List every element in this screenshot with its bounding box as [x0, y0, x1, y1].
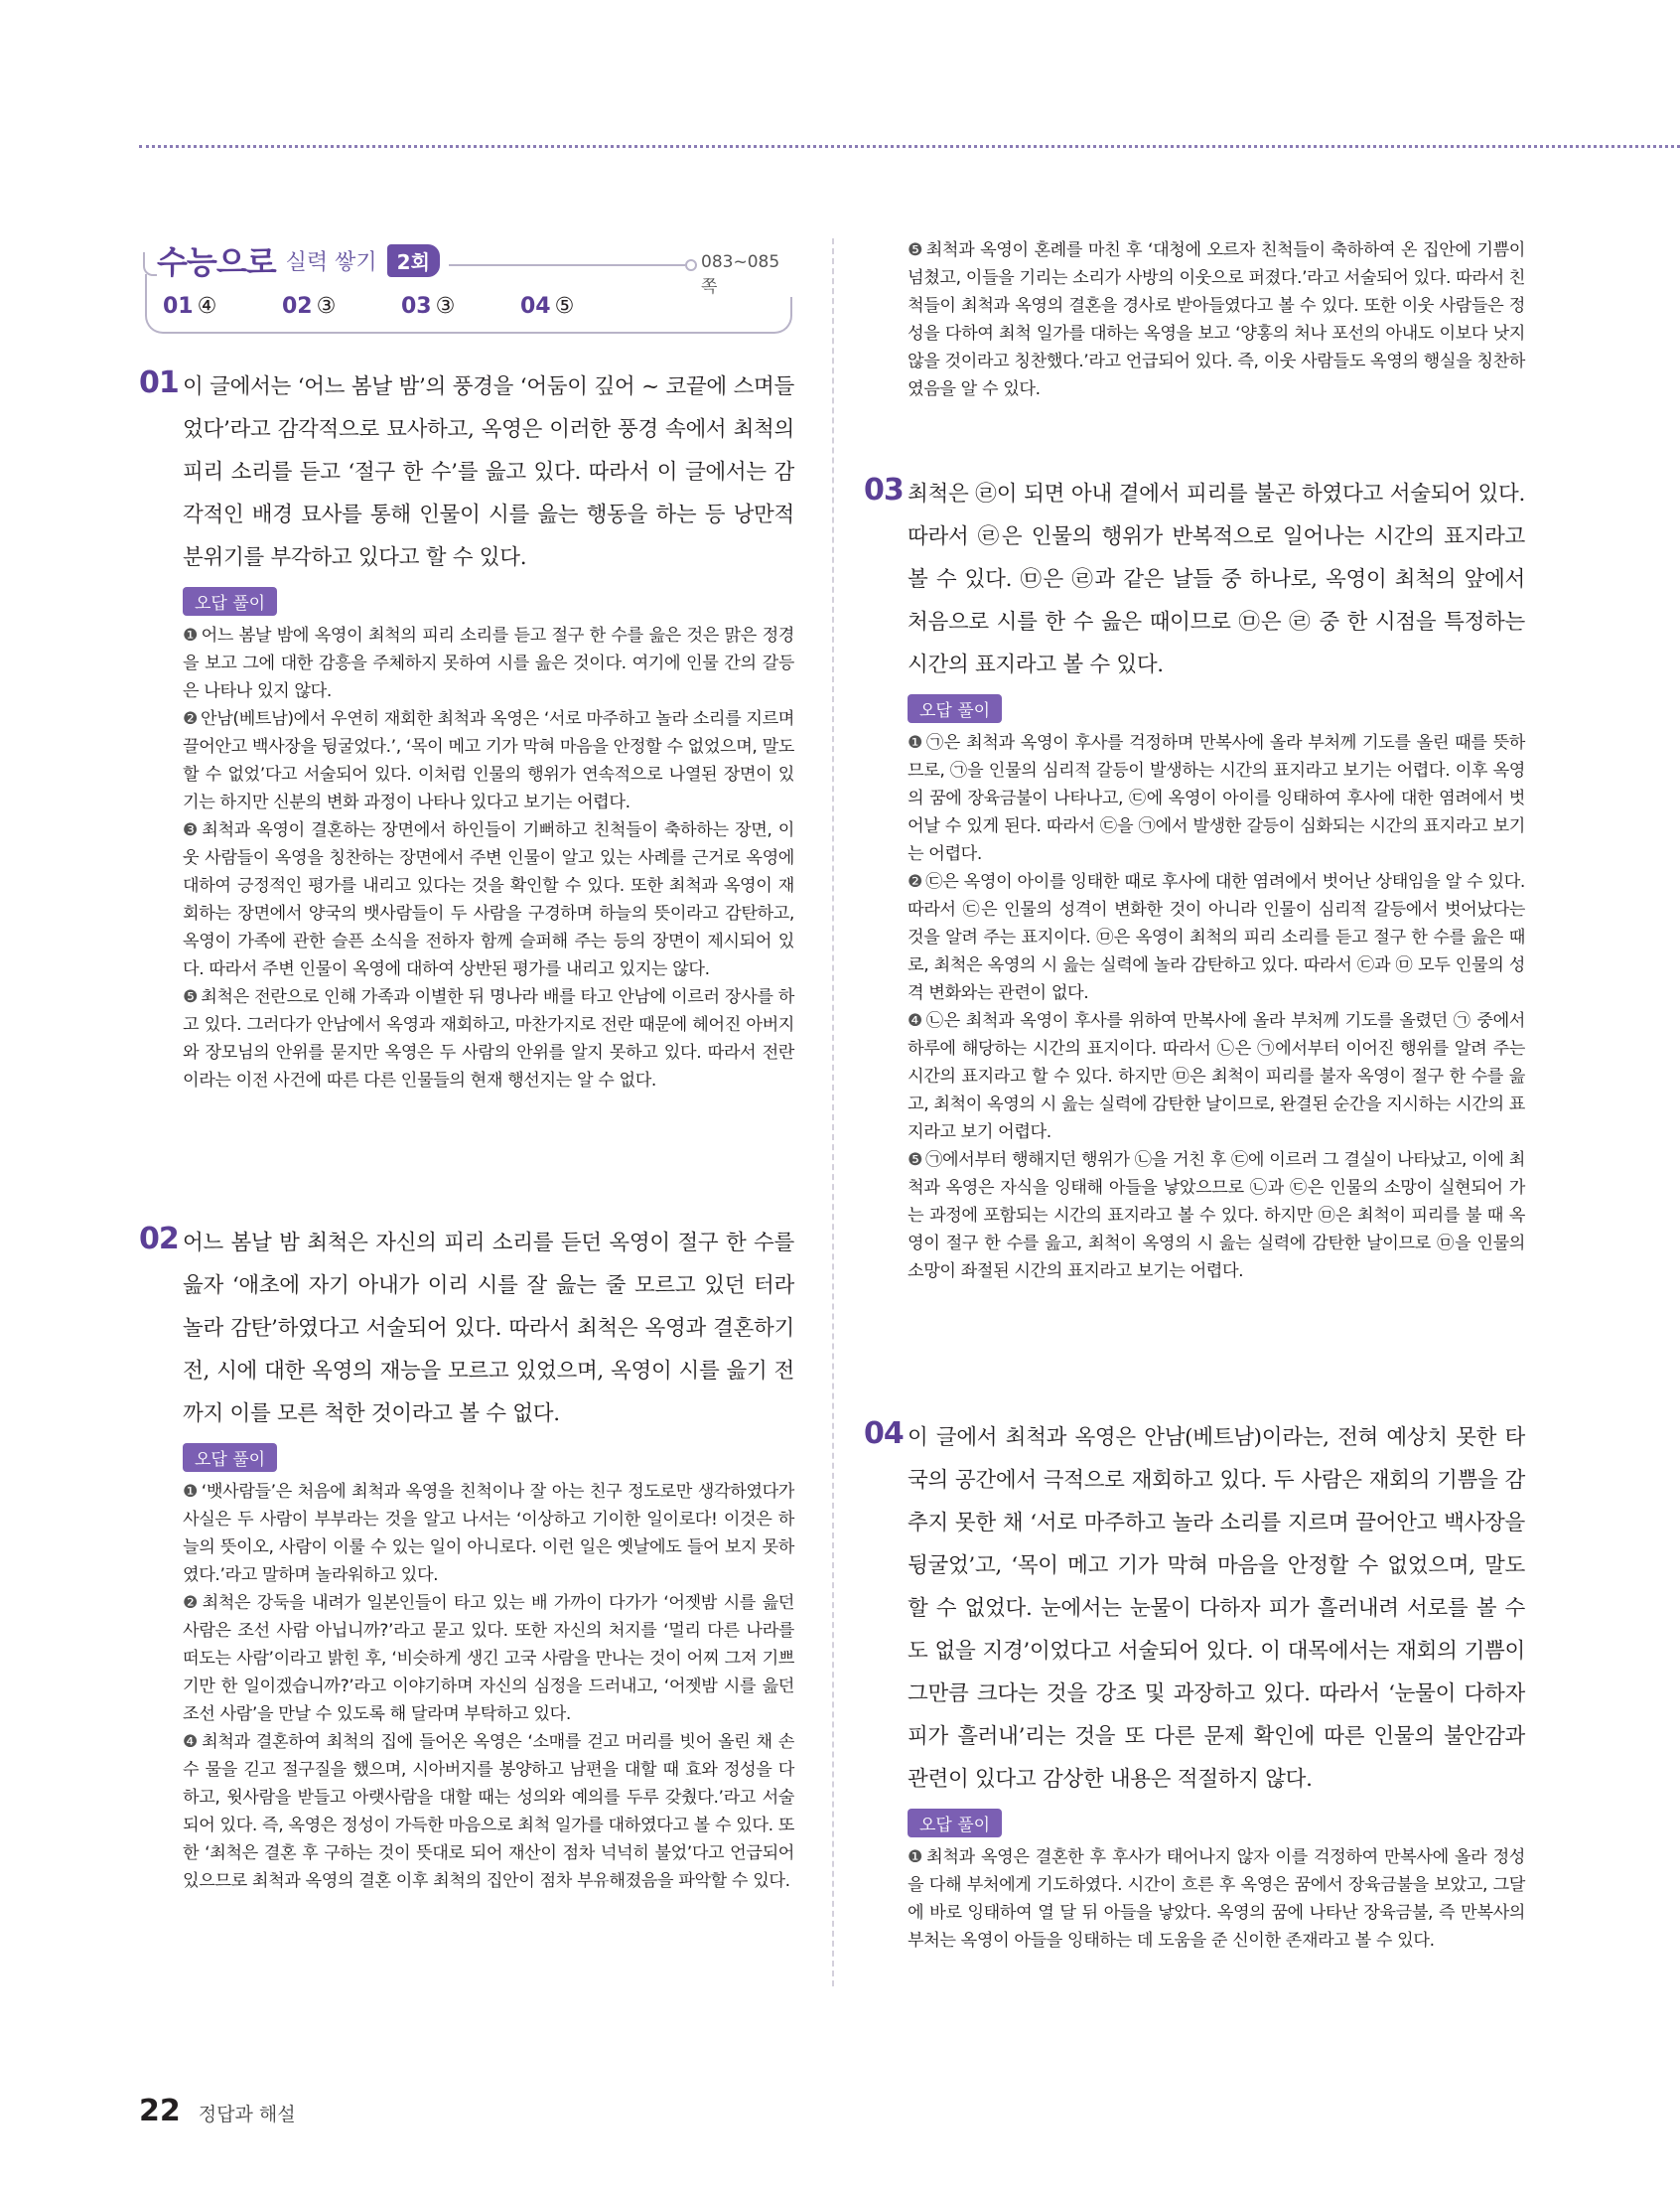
question-explanation: 어느 봄날 밤 최척은 자신의 피리 소리를 듣던 옥영이 절구 한 수를 읊자 ‘애초에 자기 아내가 이리 시를 잘 읊는 줄 모르고 있던 터라 놀라 감탄’하였다고 서술되어 있다. 따라서 최척은 옥영과 결혼하기 전, 시에 대한 옥영의 재능을 모르고 있었으며, 옥영이 시를 읊기 전까지 이를 모른 척한 것이라고 볼 수 없다.: [183, 1231, 794, 1426]
range-dot-icon: [685, 259, 697, 271]
explanation-item: ❷ ㉢은 옥영이 아이를 잉태한 때로 후사에 대한 염려에서 벗어난 상태임을 알 수 있다. 따라서 ㉢은 인물의 성격이 변화한 것이 아니라 인물이 심리적 갈등에서 벗어났다는 것을 알려 주는 표지이다. ㉤은 옥영이 최척의 피리 소리를 듣고 절구 한 수를 읊은 때로, 최척은 옥영의 시 읊는 실력에 놀라 감탄하고 있다. 따라서 ㉢과 ㉤ 모두 인물의 성격 변화와는 관련이 없다.: [908, 872, 1525, 1003]
explanation-item: ❶ 어느 봄날 밤에 옥영이 최척의 피리 소리를 듣고 절구 한 수를 읊은 것은 맑은 정경을 보고 그에 대한 감흥을 주체하지 못하여 시를 읊은 것이다. 여기에 인물 간의 갈등은 나타나 있지 않다.: [183, 626, 794, 701]
answer-item: 03 ③: [401, 294, 456, 319]
question-explanation: 이 글에서 최척과 옥영은 안남(베트남)이라는, 전혀 예상치 못한 타국의 공간에서 극적으로 재회하고 있다. 두 사람은 재회의 기쁨을 감추지 못한 채 ‘서로 마주하고 놀라 소리를 지르며 끌어안고 백사장을 뒹굴었’고, ‘목이 메고 기가 막혀 마음을 안정할 수 없었으며, 말도 할 수 없었다. 눈에서는 눈물이 다하자 피가 흘러내려 서로를 볼 수도 없을 지경’이었다고 서술되어 있다. 이 대목에서는 재회의 기쁨이 그만큼 크다는 것을 강조 및 과장하고 있다. 따라서 ‘눈물이 다하자 피가 흘러내’리는 것을 또 다른 문제 확인에 따른 인물의 불안감과 관련이 있다고 감상한 내용은 적절하지 않다.: [908, 1425, 1525, 1792]
question-number: 01: [139, 365, 179, 400]
explanation-item: ❹ ㉡은 최척과 옥영이 후사를 위하여 만복사에 올라 부처께 기도를 올렸던 ㉠ 중에서 하루에 해당하는 시간의 표지이다. 따라서 ㉡은 ㉠에서부터 이어진 행위를 알려 주는 시간의 표지라고 할 수 있다. 하지만 ㉤은 최척이 피리를 불자 옥영이 절구 한 수를 읊고, 최척이 옥영의 시 읊는 실력에 감탄한 날이므로, 완결된 순간을 지시하는 시간의 표지라고 보기 어렵다.: [908, 1011, 1525, 1142]
wrong-answer-tag: 오답 풀이: [908, 1809, 1002, 1837]
series-subtitle: 실력 쌓기: [285, 249, 377, 275]
explanation-item: ❶ 최척과 옥영은 결혼한 후 후사가 태어나지 않자 이를 걱정하여 만복사에 올라 정성을 다해 부처에게 기도하였다. 시간이 흐른 후 옥영은 꿈에서 장육금불을 보았고, 그달에 바로 잉태하여 열 달 뒤 아들을 낳았다. 옥영의 꿈에 나타난 장육금불, 즉 만복사의 부처는 옥영이 아들을 잉태하는 데 도움을 준 신이한 존재라고 볼 수 있다.: [908, 1847, 1525, 1951]
question-02-continued: [864, 236, 1525, 403]
explanation-item: ❷ 안남(베트남)에서 우연히 재회한 최척과 옥영은 ‘서로 마주하고 놀라 소리를 지르며 끌어안고 백사장을 뒹굴었다.’, ‘목이 메고 기가 막혀 마음을 안정할 수 없었으며, 말도 할 수 없었’다고 서술되어 있다. 이처럼 인물의 행위가 연속적으로 나열된 장면이 있기는 하지만 신분의 변화 과정이 나타나 있다고 보기는 어렵다.: [183, 709, 794, 812]
question-01: [139, 365, 794, 1094]
wrong-answer-tag: 오답 풀이: [908, 694, 1002, 723]
wrong-answer-explanations: [183, 622, 794, 1094]
wrong-answer-explanations: [908, 236, 1525, 403]
question-number: 03: [864, 473, 904, 508]
answer-item: 01 ④: [163, 294, 217, 319]
page-number: 22: [139, 2094, 181, 2128]
wrong-answer-tag: 오답 풀이: [183, 587, 277, 616]
page-footer: [139, 2094, 296, 2128]
answer-summary-box: [139, 238, 794, 338]
column-divider: [832, 238, 834, 1986]
question-04: [864, 1416, 1525, 1955]
question-02: [139, 1222, 794, 1895]
question-explanation: 최척은 ㉣이 되면 아내 곁에서 피리를 불곤 하였다고 서술되어 있다. 따라서 ㉣은 인물의 행위가 반복적으로 일어나는 시간의 표지라고 볼 수 있다. ㉤은 ㉣과 같은 날들 중 하나로, 옥영이 최척의 앞에서 처음으로 시를 한 수 읊은 때이므로 ㉤은 ㉣ 중 한 시점을 특정하는 시간의 표지라고 볼 수 있다.: [908, 482, 1525, 677]
explanation-item: ❸ 최척과 옥영이 결혼하는 장면에서 하인들이 기뻐하고 친척들이 축하하는 장면, 이웃 사람들이 옥영을 칭찬하는 장면에서 주변 인물이 알고 있는 사례를 근거로 옥영에 대하여 긍정적인 평가를 내리고 있다는 것을 확인할 수 있다. 또한 최척과 옥영이 재회하는 장면에서 양국의 뱃사람들이 두 사람을 구경하며 하늘의 뜻이라고 감탄하고, 옥영이 가족에 관한 슬픈 소식을 전하자 함께 슬퍼해 주는 등의 장면이 제시되어 있다. 따라서 주변 인물이 옥영에 대하여 상반된 평가를 내리고 있지는 않다.: [183, 820, 794, 979]
explanation-item: ❶ ㉠은 최척과 옥영이 후사를 걱정하며 만복사에 올라 부처께 기도를 올린 때를 뜻하므로, ㉠을 인물의 심리적 갈등이 발생하는 시간의 표지라고 보기는 어렵다. 이후 옥영의 꿈에 장육금불이 나타나고, ㉢에 옥영이 아이를 잉태하여 후사에 대한 염려에서 벗어날 수 있게 된다. 따라서 ㉢을 ㉠에서 발생한 갈등이 심화되는 시간의 표지라고 보기는 어렵다.: [908, 733, 1525, 864]
answer-item: 04 ⑤: [520, 294, 575, 319]
round-badge: 2회: [387, 244, 440, 277]
explanation-item: ❺ ㉠에서부터 행해지던 행위가 ㉡을 거친 후 ㉢에 이르러 그 결실이 나타났고, 이에 최척과 옥영은 자식을 잉태해 아들을 낳았으므로 ㉡과 ㉢은 인물의 소망이 실현되어 가는 과정에 포함되는 시간의 표지라고 볼 수 있다. 하지만 ㉤은 최척이 피리를 불 때 옥영이 절구 한 수를 읊고, 최척이 옥영의 시 읊는 실력에 감탄한 날이므로 ㉤을 인물의 소망이 좌절된 시간의 표지라고 보기는 어렵다.: [908, 1150, 1525, 1281]
explanation-item: ❺ 최척은 전란으로 인해 가족과 이별한 뒤 명나라 배를 타고 안남에 이르러 장사를 하고 있다. 그러다가 안남에서 옥영과 재회하고, 마찬가지로 전란 때문에 헤어진 아버지와 장모님의 안위를 묻지만 옥영은 두 사람의 안위를 알지 못하고 있다. 따라서 전란이라는 이전 사건에 따른 다른 인물들의 현재 행선지는 알 수 없다.: [183, 987, 794, 1091]
answer-item: 02 ③: [282, 294, 337, 319]
top-dotted-rule: [139, 145, 1680, 148]
series-title-row: [157, 238, 448, 282]
answer-key-row: [163, 294, 639, 319]
question-03: [864, 473, 1525, 1285]
question-explanation: 이 글에서는 ‘어느 봄날 밤’의 풍경을 ‘어둠이 깊어 ~ 코끝에 스며들었다’라고 감각적으로 묘사하고, 옥영은 이러한 풍경 속에서 최척의 피리 소리를 듣고 ‘절구 한 수’를 읊고 있다. 따라서 이 글에서는 감각적인 배경 묘사를 통해 인물이 시를 읊는 행동을 하는 등 낭만적 분위기를 부각하고 있다고 할 수 있다.: [183, 374, 794, 570]
series-title: 수능으로: [157, 243, 276, 281]
explanation-item: ❶ ‘뱃사람들’은 처음에 최척과 옥영을 친척이나 잘 아는 친구 정도로만 생각하였다가 사실은 두 사람이 부부라는 것을 알고 나서는 ‘이상하고 기이한 일이로다! 이것은 하늘의 뜻이오, 사람이 이룰 수 있는 일이 아니로다. 이런 일은 옛날에도 들어 보지 못하였다.’라고 말하며 놀라워하고 있다.: [183, 1482, 795, 1585]
question-number: 02: [139, 1222, 179, 1256]
footer-label: 정답과 해설: [198, 2104, 296, 2125]
wrong-answer-explanations: [183, 1478, 794, 1895]
wrong-answer-explanations: [908, 729, 1525, 1285]
explanation-item: ❹ 최척과 결혼하여 최척의 집에 들어온 옥영은 ‘소매를 걷고 머리를 빗어 올린 채 손수 물을 긷고 절구질을 했으며, 시아버지를 봉양하고 남편을 대할 때 효와 정성을 다하고, 윗사람을 받들고 아랫사람을 대할 때는 성의와 예의를 두루 갖췄다.’라고 서술되어 있다. 즉, 옥영은 정성이 가득한 마음으로 최척 일가를 대하였다고 볼 수 있다. 또한 ‘최척은 결혼 후 구하는 것이 뜻대로 되어 재산이 점차 넉넉히 불었’다고 언급되어 있으므로 최척과 옥영의 결혼 이후 최척의 집안이 점차 부유해졌음을 파악할 수 있다.: [183, 1732, 794, 1891]
wrong-answer-explanations: [908, 1843, 1525, 1955]
explanation-item: ❺ 최척과 옥영이 혼례를 마친 후 ‘대청에 오르자 친척들이 축하하여 온 집안에 기쁨이 넘쳤고, 이들을 기리는 소리가 사방의 이웃으로 퍼졌다.’라고 서술되어 있다. 따라서 친척들이 최척과 옥영의 결혼을 경사로 받아들였다고 볼 수 있다. 또한 이웃 사람들은 정성을 다하여 최척 일가를 대하는 옥영을 보고 ‘양홍의 처나 포선의 아내도 이보다 낫지 않을 것이라고 칭찬했다.’라고 언급되어 있다. 즉, 이웃 사람들도 옥영의 행실을 칭찬하였음을 알 수 있다.: [908, 240, 1525, 399]
wrong-answer-tag: 오답 풀이: [183, 1443, 277, 1472]
page-range: 083~085쪽: [697, 252, 794, 297]
range-line: [449, 264, 685, 266]
question-number: 04: [864, 1416, 904, 1451]
explanation-item: ❷ 최척은 강둑을 내려가 일본인들이 타고 있는 배 가까이 다가가 ‘어젯밤 시를 읊던 사람은 조선 사람 아닙니까?’라고 묻고 있다. 또한 자신의 처지를 ‘멀리 다른 나라를 떠도는 사람’이라고 밝힌 후, ‘비슷하게 생긴 고국 사람을 만나는 것이 어찌 그저 기쁘기만 한 일이겠습니까?’라고 이야기하며 자신의 심정을 드러내고, ‘어젯밤 시를 읊던 조선 사람’을 만날 수 있도록 해 달라며 부탁하고 있다.: [183, 1593, 795, 1724]
